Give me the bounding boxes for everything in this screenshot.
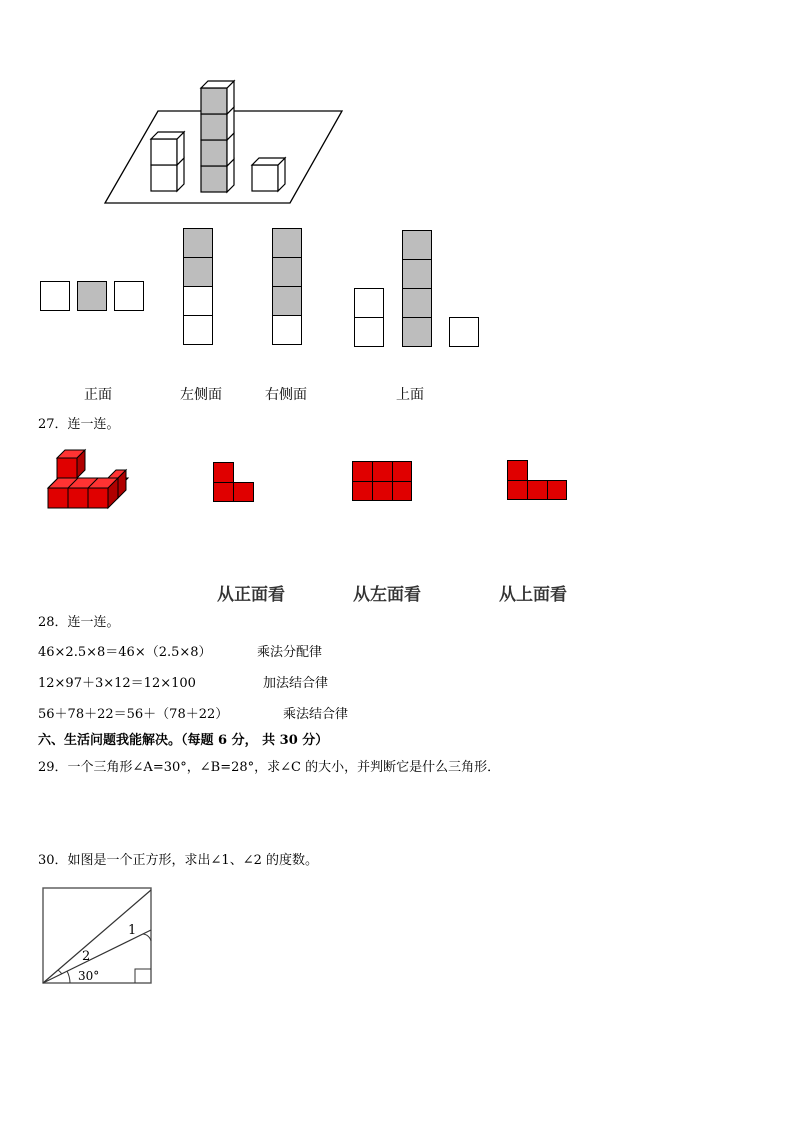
- q28-title: 28．连一连。: [38, 615, 120, 630]
- view-from-front-label: 从正面看: [217, 585, 285, 605]
- angle-label-1: 1: [128, 923, 137, 938]
- left-view-label: 左侧面: [180, 387, 222, 403]
- law-3: 乘法结合律: [283, 707, 349, 722]
- law-1: 乘法分配律: [257, 645, 323, 660]
- front-view-label: 正面: [84, 387, 112, 403]
- section-six-heading: 六、生活问题我能解决。（每题 6 分， 共 30 分）: [38, 733, 329, 748]
- q30-text: 30．如图是一个正方形，求出∠1、∠2 的度数。: [38, 853, 319, 868]
- law-2: 加法结合律: [263, 676, 329, 691]
- q27-title: 27．连一连。: [38, 417, 120, 432]
- equation-3: 56＋78＋22＝56＋（78＋22）: [38, 707, 229, 722]
- top-view-label: 上面: [396, 387, 424, 403]
- q29-text: 29．一个三角形∠A=30°，∠B=28°，求∠C 的大小，并判断它是什么三角形．: [38, 760, 501, 775]
- equation-1: 46×2.5×8＝46×（2.5×8）: [38, 645, 212, 660]
- angle-label-2: 2: [82, 949, 91, 964]
- view-from-top-label: 从上面看: [499, 585, 567, 605]
- right-view-label: 右侧面: [265, 387, 307, 403]
- view-from-left-label: 从左面看: [353, 585, 421, 605]
- equation-2: 12×97＋3×12＝12×100: [38, 676, 196, 691]
- angle-label-30: 30°: [78, 969, 100, 983]
